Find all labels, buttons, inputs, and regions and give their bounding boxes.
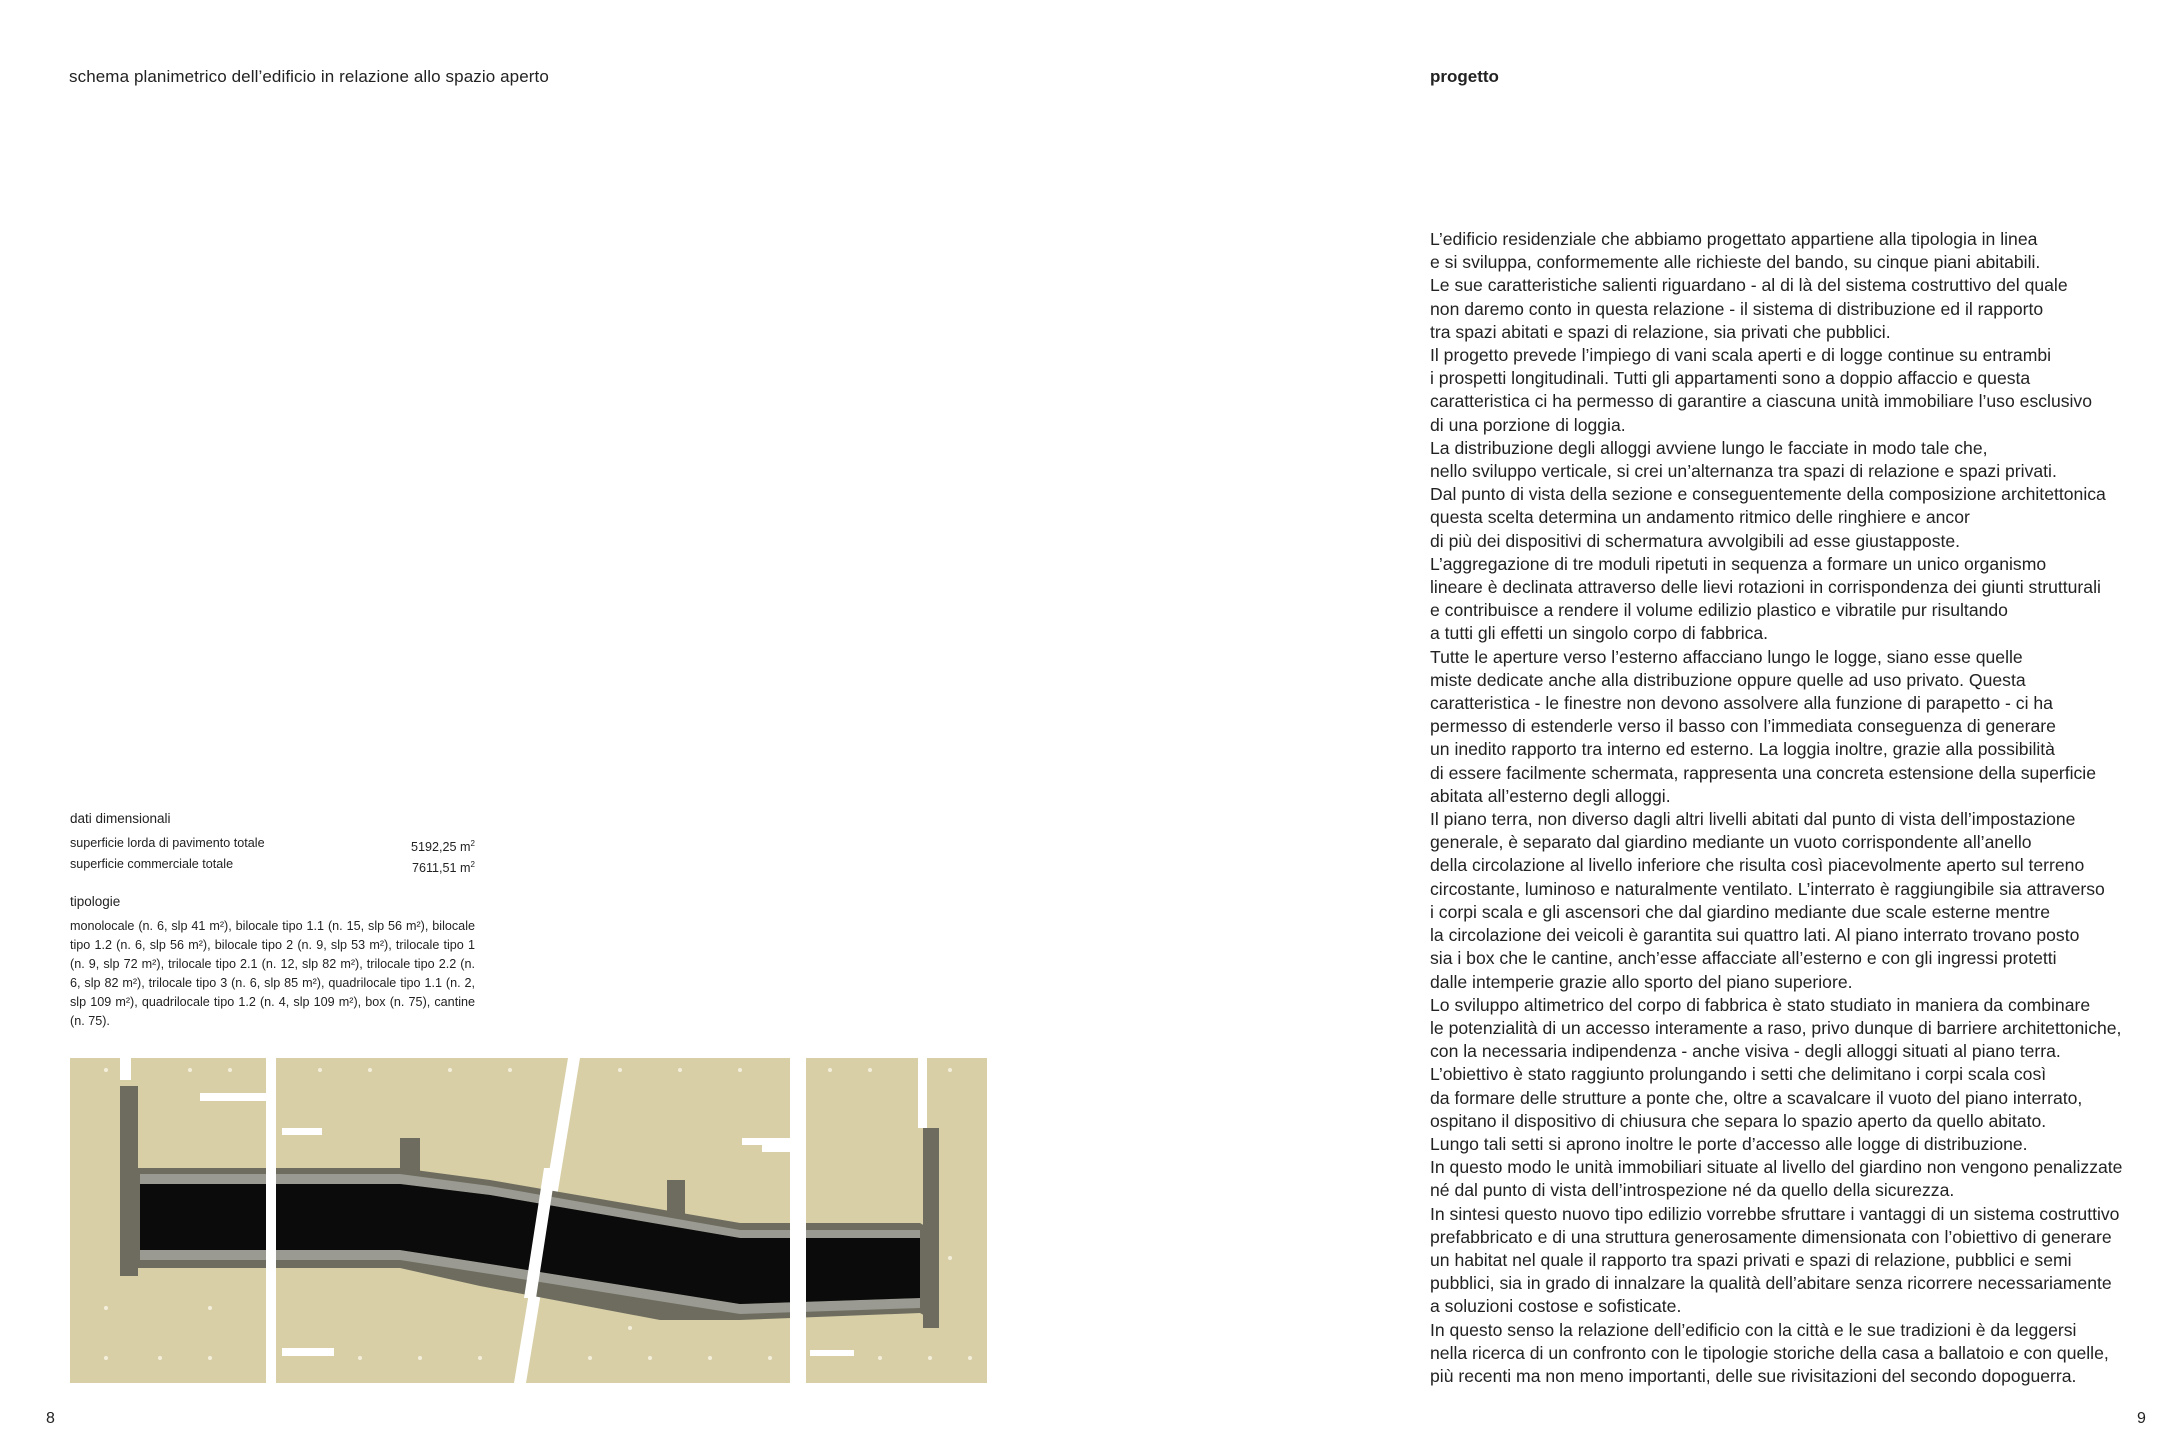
body-line: sia i box che le cantine, anch’esse affacciate all’esterno e con gli ingressi protetti	[1430, 948, 2057, 969]
body-line: In questo senso la relazione dell’edificio con la città e le sue tradizioni è da leggersi	[1430, 1319, 2077, 1340]
body-line: dalle intemperie grazie allo sporto del piano superiore.	[1430, 971, 1853, 992]
body-line: prefabbricato e di una struttura generosamente dimensionata con l’obiettivo di generare	[1430, 1226, 2112, 1247]
body-line: un inedito rapporto tra interno ed esterno. La loggia inoltre, grazie alla possibilità	[1430, 739, 2055, 760]
body-line: L’edificio residenziale che abbiamo progettato appartiene alla tipologia in linea	[1430, 229, 2038, 249]
body-line: In sintesi questo nuovo tipo edilizio vorrebbe sfruttare i vantaggi di un sistema costruttivo	[1430, 1203, 2120, 1224]
body-line: la circolazione dei veicoli è garantita sui quattro lati. Al piano interrato trovano posto	[1430, 925, 2080, 946]
body-line: né dal punto di vista dell’introspezione né da quello della sicurezza.	[1430, 1180, 1955, 1201]
body-line: questa scelta determina un andamento ritmico delle ringhiere e ancor	[1430, 507, 1970, 528]
area-label: superficie lorda di pavimento totale	[70, 836, 265, 850]
right-page	[1087, 0, 2174, 1440]
dimensional-data	[70, 810, 475, 1031]
body-line: nello sviluppo verticale, si crei un’alternanza tra spazi di relazione e spazi privati.	[1430, 461, 2057, 482]
section-title: progetto	[1430, 67, 1499, 86]
body-line: L’obiettivo è stato raggiunto prolungando i setti che delimitano i corpi scala così	[1430, 1064, 2047, 1085]
body-line: caratteristica ci ha permesso di garantire a ciascuna unità immobiliare l’uso esclusivo	[1430, 391, 2093, 412]
area-row	[70, 856, 475, 877]
figure-caption: schema planimetrico dell’edificio in relazione allo spazio aperto	[69, 67, 549, 86]
body-line: caratteristica - le finestre non devono assolvere alla funzione di parapetto - ci ha	[1430, 693, 2053, 714]
body-line: da formare delle strutture a ponte che, oltre a scavalcare il vuoto del piano interrato,	[1430, 1087, 2083, 1108]
body-line: generale, è separato dal giardino mediante un vuoto corrispondente all’anello	[1430, 832, 2032, 853]
body-line: L’aggregazione di tre moduli ripetuti in sequenza a formare un unico organismo	[1430, 553, 2047, 574]
body-line: Il progetto prevede l’impiego di vani scala aperti e di logge continue su entrambi	[1430, 345, 2052, 366]
body-line: di una porzione di loggia.	[1430, 414, 1626, 435]
area-row	[70, 835, 475, 856]
body-line: ospitano il dispositivo di chiusura che separa lo spazio aperto da quello abitato.	[1430, 1110, 2047, 1131]
body-line: le potenzialità di un accesso interamente a raso, privo dunque di barriere architettoniche,	[1430, 1017, 2122, 1038]
area-value: 7611,51 $m^2$	[411, 860, 475, 876]
body-line: In questo modo le unità immobiliari situate al livello del giardino non vengono penalizzate	[1430, 1157, 2123, 1178]
area-label: superficie commerciale totale	[70, 857, 234, 872]
body-line: Lo sviluppo altimetrico del corpo di fabbrica è stato studiato in maniera da combinare	[1430, 994, 2091, 1015]
body-line: Dal punto di vista della sezione e conseguentemente della composizione architettonica	[1430, 484, 2106, 505]
page-number-left: 8	[46, 1410, 55, 1427]
dati-heading: dati dimensionali	[70, 811, 171, 826]
body-line: abitata all’esterno degli alloggi.	[1430, 785, 1671, 806]
body-line: tra spazi abitati e spazi di relazione, sia privati che pubblici.	[1430, 321, 1891, 342]
body-line: un habitat nel quale il rapporto tra spazi privati e spazi di relazione, pubblici e semi	[1430, 1249, 2072, 1270]
body-line: permesso di estenderle verso il basso con l’immediata conseguenza di generare	[1430, 716, 2056, 737]
body-line: non daremo conto in questa relazione - il sistema di distribuzione ed il rapporto	[1430, 298, 2044, 319]
tipologie-text: monolocale (n. 6, slp 41 m²), bilocale tipo 1.1 (n. 15, slp 56 m²), bilocale tipo 1.2 (n. 6, slp 56 m²), bilocale tipo 2 (n. 9, slp 53 m²), trilocale tipo 1 (n. 9, slp 72 m²), trilocale tipo 2.1 (n. 12, slp 82 m²), trilocale tipo 2.2 (n. 6, slp 82 m²), trilocale tipo 3 (n. 6, slp 85 m²), quadrilocale tipo 1.1 (n. 2, slp 109 m²), quadrilocale tipo 1.2 (n. 4, slp 109 m²), box (n. 75), cantine (n. 75).	[70, 919, 475, 1029]
body-line: della circolazione al livello inferiore che risulta così piacevolmente aperto sul terreno	[1430, 855, 2085, 876]
body-line: pubblici, sia in grado di innalzare la qualità dell’abitare senza ricorrere necessariamente	[1430, 1273, 2112, 1294]
body-line: i corpi scala e gli ascensori che dal giardino mediante due scale esterne mentre	[1430, 901, 2051, 922]
body-line: Le sue caratteristiche salienti riguardano - al di là del sistema costruttivo del quale	[1430, 275, 2068, 296]
body-line: circostante, luminoso e naturalmente ventilato. L’interrato è raggiungibile sia attraverso	[1430, 878, 2105, 899]
body-line: e contribuisce a rendere il volume edilizio plastico e vibratile pur risultando	[1430, 600, 2008, 621]
body-line: a tutti gli effetti un singolo corpo di fabbrica.	[1430, 623, 1769, 644]
body-line: e si sviluppa, conformemente alle richieste del bando, su cinque piani abitabili.	[1430, 252, 2041, 273]
body-line: di più dei dispositivi di schermatura avvolgibili ad esse giustapposte.	[1430, 530, 1961, 551]
body-line: nella ricerca di un confronto con le tipologie storiche della casa a ballatoio e con quelle,	[1430, 1342, 2109, 1363]
body-line: di essere facilmente schermata, rappresenta una concreta estensione della superficie	[1430, 762, 2097, 783]
area-value: 5192,25 $m^2$	[411, 839, 475, 855]
body-line: Tutte le aperture verso l’esterno affacciano lungo le logge, siano esse quelle	[1430, 646, 2023, 667]
site-plan-drawing	[70, 1058, 987, 1383]
body-line: La distribuzione degli alloggi avviene lungo le facciate in modo tale che,	[1430, 437, 1988, 458]
body-line: a soluzioni costose e sofisticate.	[1430, 1296, 1682, 1317]
body-line: miste dedicate anche alla distribuzione oppure quelle ad uso privato. Questa	[1430, 669, 2026, 690]
body-line: con la necessaria indipendenza - anche visiva - degli alloggi situati al piano terra.	[1430, 1041, 2061, 1062]
body-line: più recenti ma non meno importanti, delle sue rivisitazioni del secondo dopoguerra.	[1430, 1365, 2077, 1386]
tipologie-heading: tipologie	[70, 894, 121, 910]
body-line: Lungo tali setti si aprono inoltre le porte d’accesso alle logge di distribuzione.	[1430, 1133, 2028, 1154]
body-line: Il piano terra, non diverso dagli altri livelli abitati dal punto di vista dell’impostazione	[1430, 809, 2076, 830]
body-text	[1430, 228, 2160, 1388]
page-number-right: 9	[2137, 1410, 2146, 1427]
body-line: lineare è declinata attraverso delle lievi rotazioni in corrispondenza dei giunti strutturali	[1430, 577, 2101, 598]
body-line: i prospetti longitudinali. Tutti gli appartamenti sono a doppio affaccio e questa	[1430, 368, 2031, 389]
